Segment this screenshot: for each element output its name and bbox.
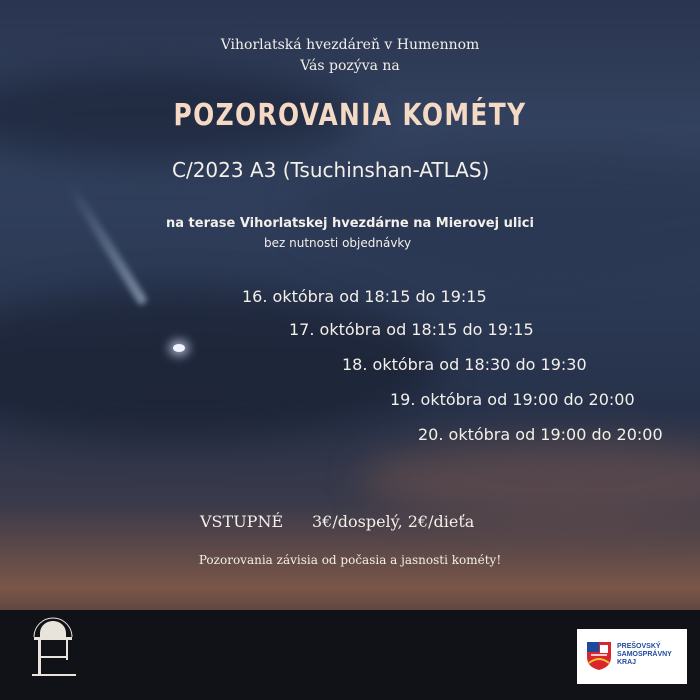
date-item: 17. októbra od 18:15 do 19:15 bbox=[289, 320, 534, 339]
location: na terase Vihorlatskej hvezdárne na Mierovej ulici bbox=[166, 216, 534, 231]
weather-note: Pozorovania závisia od počasia a jasnosti kométy! bbox=[198, 553, 502, 567]
admission-label: VSTUPNÉ bbox=[200, 512, 284, 531]
crest-icon bbox=[586, 641, 612, 671]
date-item: 16. októbra od 18:15 do 19:15 bbox=[242, 287, 487, 306]
comet-head bbox=[173, 344, 185, 352]
header-line-2: Vás pozýva na bbox=[300, 58, 400, 74]
date-item: 20. októbra od 19:00 do 20:00 bbox=[418, 425, 663, 444]
admission-price: 3€/dospelý, 2€/dieťa bbox=[312, 512, 475, 531]
page-title: POZOROVANIA KOMÉTY bbox=[173, 98, 527, 133]
no-booking-note: bez nutnosti objednávky bbox=[264, 236, 412, 250]
header-line-1: Vihorlatská hvezdáreň v Humennom bbox=[220, 37, 480, 53]
observatory-logo bbox=[22, 603, 84, 683]
presov-region-logo bbox=[577, 629, 687, 684]
date-item: 19. októbra od 19:00 do 20:00 bbox=[390, 390, 635, 409]
region-name: PREŠOVSKÝ SAMOSPRÁVNY KRAJ bbox=[617, 643, 672, 666]
date-item: 18. októbra od 18:30 do 19:30 bbox=[342, 355, 587, 374]
comet-designation: C/2023 A3 (Tsuchinshan-ATLAS) bbox=[172, 158, 490, 182]
